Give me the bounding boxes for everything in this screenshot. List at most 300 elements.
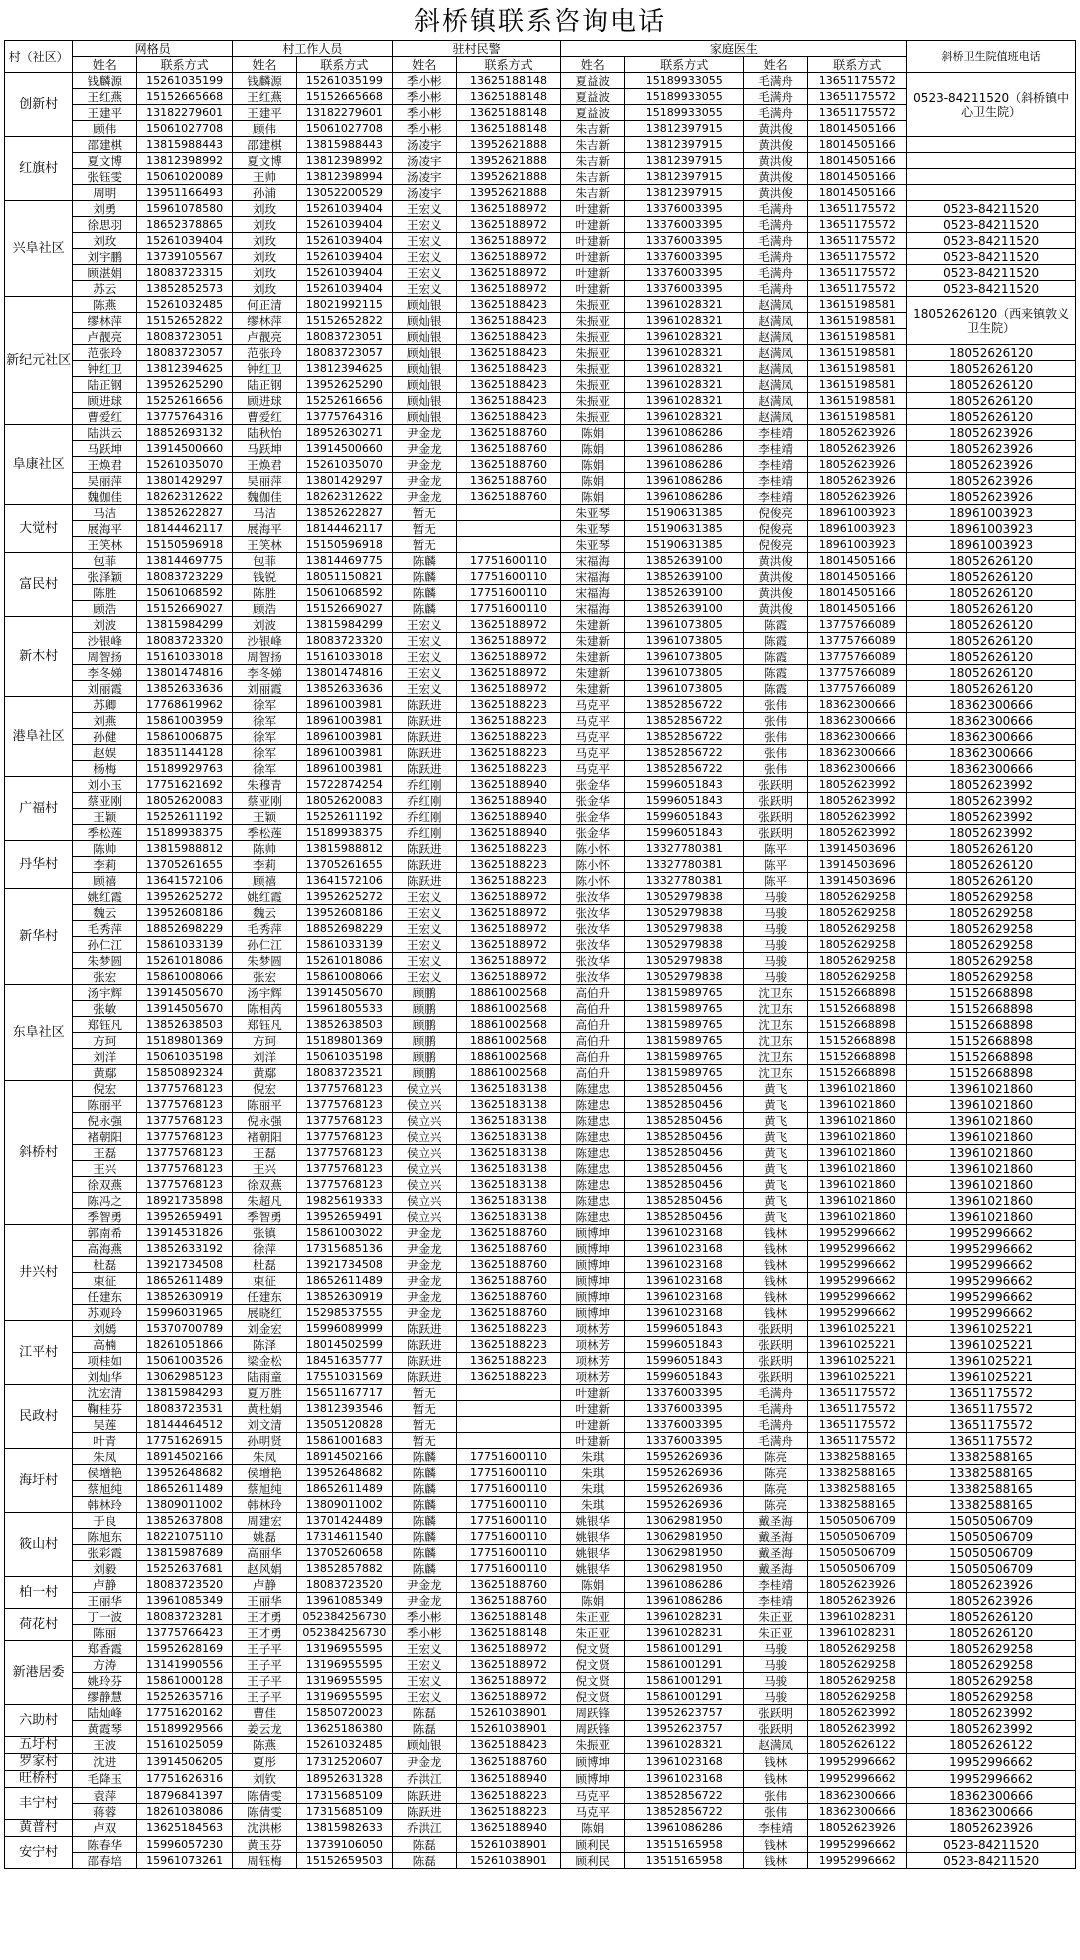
doctor-phone: 13952623757 bbox=[625, 1721, 744, 1737]
grid-phone: 18083723051 bbox=[137, 329, 233, 345]
doctor2-name: 沈卫东 bbox=[744, 1065, 808, 1081]
cadre-phone: 15261035070 bbox=[296, 457, 392, 473]
police-phone: 13625188223 bbox=[456, 1337, 561, 1353]
doctor2-phone: 18052623926 bbox=[808, 425, 907, 441]
police-name: 尹金龙 bbox=[392, 1577, 456, 1593]
police-phone: 13625188148 bbox=[456, 1625, 561, 1641]
doctor-name: 朱亚琴 bbox=[561, 505, 625, 521]
doctor-name: 项林芳 bbox=[561, 1353, 625, 1369]
table-row bbox=[5, 1657, 1076, 1673]
police-name: 季小彬 bbox=[392, 105, 456, 121]
doctor2-phone: 13775766089 bbox=[808, 665, 907, 681]
doctor2-name: 钱林 bbox=[744, 1241, 808, 1257]
hospital-phone: 18362300666 bbox=[907, 713, 1076, 729]
doctor-name: 朱振亚 bbox=[561, 377, 625, 393]
cadre-name: 杜磊 bbox=[233, 1257, 297, 1273]
table-row bbox=[5, 1273, 1076, 1289]
grid-name: 方涛 bbox=[73, 1657, 137, 1673]
cadre-phone: 13952659491 bbox=[296, 1209, 392, 1225]
grid-phone: 13852633192 bbox=[137, 1241, 233, 1257]
doctor-header: 家庭医生 bbox=[561, 41, 907, 57]
doctor2-phone: 15050506709 bbox=[808, 1545, 907, 1561]
grid-name: 周明 bbox=[73, 185, 137, 201]
grid-phone: 13914531826 bbox=[137, 1225, 233, 1241]
hospital-phone: 19952996662 bbox=[907, 1771, 1076, 1788]
doctor-name: 顾博坤 bbox=[561, 1289, 625, 1305]
police-phone: 17751600110 bbox=[456, 569, 561, 585]
doctor2-name: 黄飞 bbox=[744, 1161, 808, 1177]
grid-phone: 13815984299 bbox=[137, 617, 233, 633]
name-header: 姓名 bbox=[233, 57, 297, 73]
grid-phone: 15961073261 bbox=[137, 1853, 233, 1869]
hospital-phone: 13961021860 bbox=[907, 1145, 1076, 1161]
police-name: 顾鹏 bbox=[392, 1017, 456, 1033]
table-row bbox=[5, 1705, 1076, 1721]
police-phone: 13625188760 bbox=[456, 457, 561, 473]
doctor-phone: 13961028321 bbox=[625, 345, 744, 361]
police-name: 王宏义 bbox=[392, 953, 456, 969]
cadre-name: 姚红霞 bbox=[233, 889, 297, 905]
police-name: 暂无 bbox=[392, 1385, 456, 1401]
cadre-name: 梁金松 bbox=[233, 1353, 297, 1369]
doctor2-name: 张跃明 bbox=[744, 1337, 808, 1353]
doctor-phone: 13961023168 bbox=[625, 1305, 744, 1321]
cadre-phone: 18652611489 bbox=[296, 1481, 392, 1497]
cadre-phone: 052384256730 bbox=[296, 1625, 392, 1641]
police-phone: 13625188223 bbox=[456, 1804, 561, 1820]
police-phone: 13625188972 bbox=[456, 265, 561, 281]
doctor-name: 张金华 bbox=[561, 777, 625, 793]
doctor-phone: 13852850456 bbox=[625, 1113, 744, 1129]
cadre-name: 李莉 bbox=[233, 857, 297, 873]
doctor-phone: 13062981950 bbox=[625, 1545, 744, 1561]
village-name: 广福村 bbox=[5, 777, 73, 841]
doctor2-phone: 13651175572 bbox=[808, 105, 907, 121]
cadre-phone: 18052620083 bbox=[296, 793, 392, 809]
grid-phone: 15261039404 bbox=[137, 233, 233, 249]
police-phone: 13625188972 bbox=[456, 201, 561, 217]
hospital-phone bbox=[907, 137, 1076, 153]
grid-phone: 13852638503 bbox=[137, 1017, 233, 1033]
police-phone: 13625188223 bbox=[456, 857, 561, 873]
cadre-phone: 13961085349 bbox=[296, 1593, 392, 1609]
doctor2-phone: 18052629258 bbox=[808, 889, 907, 905]
police-name: 暂无 bbox=[392, 1433, 456, 1449]
doctor2-phone: 13961028231 bbox=[808, 1609, 907, 1625]
grid-phone: 13951166493 bbox=[137, 185, 233, 201]
doctor2-phone: 18014505166 bbox=[808, 121, 907, 137]
police-phone: 13625188760 bbox=[456, 1593, 561, 1609]
doctor2-name: 毛满舟 bbox=[744, 1401, 808, 1417]
cadre-phone: 18083723320 bbox=[296, 633, 392, 649]
police-phone: 13625188423 bbox=[456, 329, 561, 345]
doctor2-phone: 13775766089 bbox=[808, 649, 907, 665]
police-name: 陈麟 bbox=[392, 1497, 456, 1513]
table-row bbox=[5, 953, 1076, 969]
cadre-name: 陈泽 bbox=[233, 1337, 297, 1353]
grid-phone: 13914505670 bbox=[137, 985, 233, 1001]
doctor-phone: 15996051843 bbox=[625, 809, 744, 825]
doctor-name: 周跃锋 bbox=[561, 1721, 625, 1737]
cadre-phone: 15261039404 bbox=[296, 217, 392, 233]
police-phone: 15261038901 bbox=[456, 1721, 561, 1737]
table-row bbox=[5, 1673, 1076, 1689]
police-name: 侯立兴 bbox=[392, 1081, 456, 1097]
doctor-name: 朱振亚 bbox=[561, 409, 625, 425]
doctor2-name: 马骏 bbox=[744, 1641, 808, 1657]
table-row bbox=[5, 697, 1076, 713]
cadre-name: 马跃坤 bbox=[233, 441, 297, 457]
doctor2-phone: 15050506709 bbox=[808, 1561, 907, 1577]
hospital-phone: 13961025221 bbox=[907, 1337, 1076, 1353]
table-row bbox=[5, 361, 1076, 377]
hospital-phone: 18052626120 bbox=[907, 841, 1076, 857]
doctor-phone: 13961023168 bbox=[625, 1754, 744, 1771]
doctor-phone: 15189933055 bbox=[625, 73, 744, 89]
doctor2-phone: 18362300666 bbox=[808, 713, 907, 729]
doctor-name: 马克平 bbox=[561, 1788, 625, 1804]
grid-phone: 13815987689 bbox=[137, 1545, 233, 1561]
doctor-phone: 13961028321 bbox=[625, 329, 744, 345]
village-name: 创新村 bbox=[5, 73, 73, 137]
police-name: 陈麟 bbox=[392, 1449, 456, 1465]
hospital-phone: 19952996662 bbox=[907, 1241, 1076, 1257]
hospital-phone: 15050506709 bbox=[907, 1513, 1076, 1529]
police-phone: 13625188223 bbox=[456, 873, 561, 889]
hospital-phone: 18052623926 bbox=[907, 473, 1076, 489]
cadre-name: 刘金宏 bbox=[233, 1321, 297, 1337]
cadre-phone: 15261039404 bbox=[296, 265, 392, 281]
grid-name: 陈冯之 bbox=[73, 1193, 137, 1209]
doctor2-phone: 13914503696 bbox=[808, 857, 907, 873]
hospital-phone: 18362300666 bbox=[907, 1804, 1076, 1820]
doctor-name: 朱吉新 bbox=[561, 121, 625, 137]
doctor-phone: 13815989765 bbox=[625, 1065, 744, 1081]
doctor2-name: 李桂靖 bbox=[744, 457, 808, 473]
cadre-phone: 15061027708 bbox=[296, 121, 392, 137]
grid-phone: 15261035070 bbox=[137, 457, 233, 473]
doctor2-name: 马骏 bbox=[744, 1673, 808, 1689]
doctor-phone: 13376003395 bbox=[625, 1385, 744, 1401]
doctor2-name: 赵满凤 bbox=[744, 393, 808, 409]
doctor-name: 高伯升 bbox=[561, 985, 625, 1001]
grid-name: 沙银峰 bbox=[73, 633, 137, 649]
doctor-name: 陈建忠 bbox=[561, 1161, 625, 1177]
police-name: 尹金龙 bbox=[392, 457, 456, 473]
doctor-phone: 15996051843 bbox=[625, 1337, 744, 1353]
table-row bbox=[5, 1193, 1076, 1209]
doctor2-phone: 18052623926 bbox=[808, 473, 907, 489]
cadre-phone: 13952648682 bbox=[296, 1465, 392, 1481]
grid-phone: 18652611489 bbox=[137, 1481, 233, 1497]
hospital-phone: 15152668898 bbox=[907, 985, 1076, 1001]
cadre-name: 邵建棋 bbox=[233, 137, 297, 153]
police-name: 王宏义 bbox=[392, 905, 456, 921]
doctor-phone: 15996051843 bbox=[625, 1321, 744, 1337]
doctor2-name: 黄飞 bbox=[744, 1193, 808, 1209]
cadre-phone: 19825619333 bbox=[296, 1193, 392, 1209]
table-row bbox=[5, 1385, 1076, 1401]
table-row bbox=[5, 1481, 1076, 1497]
hospital-phone: 18052629258 bbox=[907, 1641, 1076, 1657]
cadre-phone: 13801429297 bbox=[296, 473, 392, 489]
police-name: 陈磊 bbox=[392, 1853, 456, 1869]
doctor-name: 陈建忠 bbox=[561, 1097, 625, 1113]
police-name: 陈跃进 bbox=[392, 1321, 456, 1337]
doctor-phone: 13961028321 bbox=[625, 409, 744, 425]
hospital-phone: 18961003923 bbox=[907, 505, 1076, 521]
doctor-phone: 13052979838 bbox=[625, 921, 744, 937]
doctor2-phone: 18052629258 bbox=[808, 1673, 907, 1689]
doctor2-name: 黄飞 bbox=[744, 1129, 808, 1145]
grid-name: 倪宏 bbox=[73, 1081, 137, 1097]
doctor-phone: 13812397915 bbox=[625, 137, 744, 153]
grid-phone: 18852693132 bbox=[137, 425, 233, 441]
cadre-phone: 13852638503 bbox=[296, 1017, 392, 1033]
cadre-phone: 18961003981 bbox=[296, 729, 392, 745]
cadre-phone: 13852630919 bbox=[296, 1289, 392, 1305]
village-name: 东阜社区 bbox=[5, 985, 73, 1081]
doctor2-name: 陈亮 bbox=[744, 1449, 808, 1465]
doctor2-phone: 18052623926 bbox=[808, 441, 907, 457]
doctor2-phone: 15050506709 bbox=[808, 1513, 907, 1529]
doctor2-phone: 13615198581 bbox=[808, 329, 907, 345]
cadre-name: 方珂 bbox=[233, 1033, 297, 1049]
police-name: 季小彬 bbox=[392, 1609, 456, 1625]
police-name: 顾灿银 bbox=[392, 393, 456, 409]
doctor-phone: 13327780381 bbox=[625, 873, 744, 889]
hospital-phone: 18052623992 bbox=[907, 1705, 1076, 1721]
grid-name: 顾湛娟 bbox=[73, 265, 137, 281]
cadre-phone: 15261039404 bbox=[296, 233, 392, 249]
hospital-phone: 18052626120 bbox=[907, 1625, 1076, 1641]
cadre-name: 季松莲 bbox=[233, 825, 297, 841]
police-phone: 17751600110 bbox=[456, 1465, 561, 1481]
doctor-phone: 13062981950 bbox=[625, 1561, 744, 1577]
grid-phone: 15189938375 bbox=[137, 825, 233, 841]
cadre-name: 马洁 bbox=[233, 505, 297, 521]
grid-name: 姚红霞 bbox=[73, 889, 137, 905]
police-name: 顾灿银 bbox=[392, 297, 456, 313]
table-row bbox=[5, 713, 1076, 729]
doctor2-phone: 13651175572 bbox=[808, 1401, 907, 1417]
table-row bbox=[5, 921, 1076, 937]
village-name: 新纪元社区 bbox=[5, 297, 73, 425]
grid-name: 刘毅 bbox=[73, 1561, 137, 1577]
cadre-name: 姚磊 bbox=[233, 1529, 297, 1545]
doctor2-name: 张跃明 bbox=[744, 1321, 808, 1337]
doctor-name: 张金华 bbox=[561, 793, 625, 809]
police-name: 王宏义 bbox=[392, 617, 456, 633]
table-row bbox=[5, 1721, 1076, 1737]
police-name: 汤凌宇 bbox=[392, 137, 456, 153]
cadre-name: 徐军 bbox=[233, 697, 297, 713]
grid-phone: 18083723520 bbox=[137, 1577, 233, 1593]
table-row bbox=[5, 265, 1076, 281]
doctor2-phone: 18961003923 bbox=[808, 505, 907, 521]
grid-name: 汤宇辉 bbox=[73, 985, 137, 1001]
doctor2-phone: 18014505166 bbox=[808, 185, 907, 201]
doctor-phone: 13515165958 bbox=[625, 1853, 744, 1869]
hospital-phone: 13382588165 bbox=[907, 1449, 1076, 1465]
cadre-phone: 17551031569 bbox=[296, 1369, 392, 1385]
doctor-name: 高伯升 bbox=[561, 1001, 625, 1017]
cadre-name: 朱凤 bbox=[233, 1449, 297, 1465]
police-name: 顾灿银 bbox=[392, 377, 456, 393]
doctor2-name: 赵满凤 bbox=[744, 377, 808, 393]
doctor-phone: 13815989765 bbox=[625, 1001, 744, 1017]
doctor-phone: 13052979838 bbox=[625, 937, 744, 953]
police-phone: 17751600110 bbox=[456, 553, 561, 569]
doctor-name: 夏益波 bbox=[561, 73, 625, 89]
hospital-phone: 15050506709 bbox=[907, 1545, 1076, 1561]
hospital-phone: 18052626120（西来镇敦义卫生院） bbox=[907, 297, 1076, 345]
cadre-name: 徐萍 bbox=[233, 1241, 297, 1257]
hospital-phone: 18052623992 bbox=[907, 793, 1076, 809]
police-name: 王宏义 bbox=[392, 937, 456, 953]
cadre-phone: 18952631328 bbox=[296, 1771, 392, 1788]
table-row bbox=[5, 1353, 1076, 1369]
police-name: 陈跃进 bbox=[392, 1353, 456, 1369]
cadre-phone: 18262312622 bbox=[296, 489, 392, 505]
grid-phone: 13812394625 bbox=[137, 361, 233, 377]
hospital-phone: 13961025221 bbox=[907, 1321, 1076, 1337]
doctor2-phone: 13615198581 bbox=[808, 313, 907, 329]
doctor-name: 陈娟 bbox=[561, 473, 625, 489]
police-phone: 15261038901 bbox=[456, 1837, 561, 1853]
hospital-phone: 18052626120 bbox=[907, 601, 1076, 617]
hospital-phone: 13382588165 bbox=[907, 1465, 1076, 1481]
police-name: 乔洪江 bbox=[392, 1771, 456, 1788]
police-name: 陈跃进 bbox=[392, 729, 456, 745]
doctor-name: 陈建忠 bbox=[561, 1081, 625, 1097]
village-name: 六助村 bbox=[5, 1705, 73, 1737]
doctor2-phone: 18052629258 bbox=[808, 905, 907, 921]
police-phone: 13625188972 bbox=[456, 1673, 561, 1689]
cadre-name: 毛秀萍 bbox=[233, 921, 297, 937]
doctor2-name: 黄洪俊 bbox=[744, 601, 808, 617]
doctor-phone: 13815989765 bbox=[625, 1049, 744, 1065]
police-name: 王宏义 bbox=[392, 265, 456, 281]
cadre-phone: 15150596918 bbox=[296, 537, 392, 553]
doctor2-name: 陈霞 bbox=[744, 633, 808, 649]
hospital-phone: 18052626120 bbox=[907, 857, 1076, 873]
doctor-phone: 13852639100 bbox=[625, 553, 744, 569]
doctor2-phone: 19952996662 bbox=[808, 1273, 907, 1289]
cadre-name: 刘玫 bbox=[233, 217, 297, 233]
grid-name: 侯增艳 bbox=[73, 1465, 137, 1481]
table-row bbox=[5, 1161, 1076, 1177]
cadre-phone: 13775768123 bbox=[296, 1081, 392, 1097]
doctor2-name: 张跃明 bbox=[744, 825, 808, 841]
doctor-name: 朱琪 bbox=[561, 1497, 625, 1513]
doctor-phone: 13852856722 bbox=[625, 697, 744, 713]
table-row bbox=[5, 1625, 1076, 1641]
doctor2-phone: 13961025221 bbox=[808, 1337, 907, 1353]
police-name: 季小彬 bbox=[392, 1625, 456, 1641]
doctor2-phone: 19952996662 bbox=[808, 1305, 907, 1321]
doctor-phone: 13812397915 bbox=[625, 185, 744, 201]
grid-phone: 13815984293 bbox=[137, 1385, 233, 1401]
police-phone bbox=[456, 537, 561, 553]
grid-name: 苏云 bbox=[73, 281, 137, 297]
hospital-phone: 13651175572 bbox=[907, 1433, 1076, 1449]
grid-name: 王丽华 bbox=[73, 1593, 137, 1609]
police-name: 陈跃进 bbox=[392, 1337, 456, 1353]
table-row bbox=[5, 809, 1076, 825]
village-name: 富民村 bbox=[5, 553, 73, 617]
cadre-phone: 15152665668 bbox=[296, 89, 392, 105]
doctor-name: 朱建新 bbox=[561, 665, 625, 681]
doctor-phone: 13961028321 bbox=[625, 313, 744, 329]
doctor2-phone: 13651175572 bbox=[808, 73, 907, 89]
police-name: 季小彬 bbox=[392, 121, 456, 137]
doctor2-name: 张伟 bbox=[744, 713, 808, 729]
police-phone: 13625188940 bbox=[456, 793, 561, 809]
police-name: 陈跃进 bbox=[392, 841, 456, 857]
table-row bbox=[5, 1321, 1076, 1337]
doctor2-phone: 19952996662 bbox=[808, 1241, 907, 1257]
grid-name: 张彩霞 bbox=[73, 1545, 137, 1561]
table-row bbox=[5, 793, 1076, 809]
cadre-phone: 15252616656 bbox=[296, 393, 392, 409]
hospital-phone: 0523-84211520 bbox=[907, 265, 1076, 281]
doctor2-phone: 18052629258 bbox=[808, 969, 907, 985]
doctor2-name: 李桂靖 bbox=[744, 1593, 808, 1609]
doctor-phone: 13852856722 bbox=[625, 729, 744, 745]
doctor2-phone: 18014505166 bbox=[808, 153, 907, 169]
table-row bbox=[5, 1641, 1076, 1657]
grid-phone: 13062985123 bbox=[137, 1369, 233, 1385]
cadre-name: 王才勇 bbox=[233, 1609, 297, 1625]
doctor2-phone: 13914503696 bbox=[808, 873, 907, 889]
doctor-name: 姚银华 bbox=[561, 1545, 625, 1561]
doctor-phone: 13376003395 bbox=[625, 201, 744, 217]
police-phone: 18861002568 bbox=[456, 1017, 561, 1033]
doctor-name: 陈建忠 bbox=[561, 1129, 625, 1145]
doctor2-name: 陈平 bbox=[744, 873, 808, 889]
doctor-phone: 13327780381 bbox=[625, 841, 744, 857]
doctor2-phone: 18014505166 bbox=[808, 569, 907, 585]
grid-phone: 13775768123 bbox=[137, 1129, 233, 1145]
grid-name: 王笑林 bbox=[73, 537, 137, 553]
document-title: 斜桥镇联系咨询电话 bbox=[413, 7, 666, 37]
doctor-phone: 13052979838 bbox=[625, 969, 744, 985]
doctor-phone: 13815989765 bbox=[625, 1017, 744, 1033]
grid-phone: 15161025059 bbox=[137, 1737, 233, 1754]
grid-phone: 15996031965 bbox=[137, 1305, 233, 1321]
doctor-phone: 13952623757 bbox=[625, 1705, 744, 1721]
grid-name: 王波 bbox=[73, 1737, 137, 1754]
village-name: 阜康社区 bbox=[5, 425, 73, 505]
police-phone: 13625188940 bbox=[456, 809, 561, 825]
police-name: 侯立兴 bbox=[392, 1113, 456, 1129]
grid-phone: 15861000128 bbox=[137, 1673, 233, 1689]
cadre-phone: 18961003981 bbox=[296, 697, 392, 713]
cadre-phone: 15261039404 bbox=[296, 281, 392, 297]
doctor2-name: 张跃明 bbox=[744, 777, 808, 793]
cadre-phone: 18914502166 bbox=[296, 1449, 392, 1465]
table-row bbox=[5, 569, 1076, 585]
police-phone: 17751600110 bbox=[456, 585, 561, 601]
doctor2-phone: 13961021860 bbox=[808, 1129, 907, 1145]
phone-header: 联系方式 bbox=[625, 57, 744, 73]
hospital-phone: 15152668898 bbox=[907, 1001, 1076, 1017]
doctor2-phone: 18052629258 bbox=[808, 953, 907, 969]
grid-name: 任建东 bbox=[73, 1289, 137, 1305]
hospital-phone: 19952996662 bbox=[907, 1225, 1076, 1241]
police-header: 驻村民警 bbox=[392, 41, 561, 57]
